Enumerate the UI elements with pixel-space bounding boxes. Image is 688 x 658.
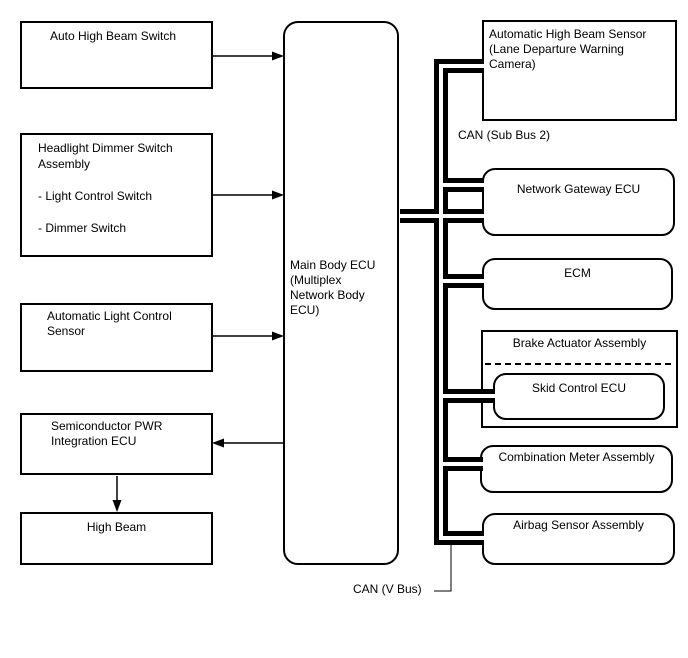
brake-actuator-divider [485, 363, 671, 365]
combination-meter-assembly-box [480, 445, 673, 493]
ecm-label: ECM [564, 266, 591, 280]
network-gateway-ecu-label: Network Gateway ECU [516, 182, 641, 196]
main-body-ecu-label: Main Body ECU (Multiplex Network Body ECU) [290, 258, 376, 317]
auto-high-beam-switch-label: Auto High Beam Switch [50, 29, 177, 43]
airbag-sensor-assembly-box [482, 513, 675, 565]
automatic-light-control-sensor-label: Automatic Light Control Sensor [47, 309, 172, 338]
headlight-dimmer-switch-assembly-label: Headlight Dimmer Switch Assembly - Light Control Switch - Dimmer Switch [38, 141, 173, 235]
brake-actuator-assembly-label: Brake Actuator Assembly [512, 336, 647, 350]
combination-meter-assembly-label: Combination Meter Assembly [498, 450, 655, 464]
automatic-light-control-sensor-box [20, 303, 213, 372]
skid-control-ecu-box [493, 373, 665, 420]
auto-high-beam-switch-box [20, 21, 213, 89]
can-v-bus-label: CAN (V Bus) [353, 582, 422, 596]
automatic-high-beam-sensor-box [482, 20, 677, 121]
headlight-dimmer-switch-assembly-box [20, 133, 213, 257]
main-body-ecu-box [283, 21, 399, 565]
skid-control-ecu-label: Skid Control ECU [531, 381, 627, 395]
ecm-box [482, 258, 673, 310]
automatic-high-beam-sensor-label: Automatic High Beam Sensor (Lane Departure Warning Camera) [489, 27, 647, 71]
arrowhead-to-high-beam [113, 500, 122, 512]
airbag-sensor-assembly-label: Airbag Sensor Assembly [513, 518, 644, 532]
network-gateway-ecu-box [482, 168, 675, 236]
arrowhead-to-semiconductor-pwr [212, 439, 224, 448]
can-sub-bus-2-label: CAN (Sub Bus 2) [458, 128, 551, 142]
semiconductor-pwr-integration-ecu-label: Semiconductor PWR Integration ECU [51, 419, 163, 448]
semiconductor-pwr-integration-ecu-box [20, 413, 213, 475]
high-beam-box [20, 512, 213, 565]
can-v-bus-callout-line [434, 545, 451, 591]
high-beam-label: High Beam [86, 520, 147, 534]
